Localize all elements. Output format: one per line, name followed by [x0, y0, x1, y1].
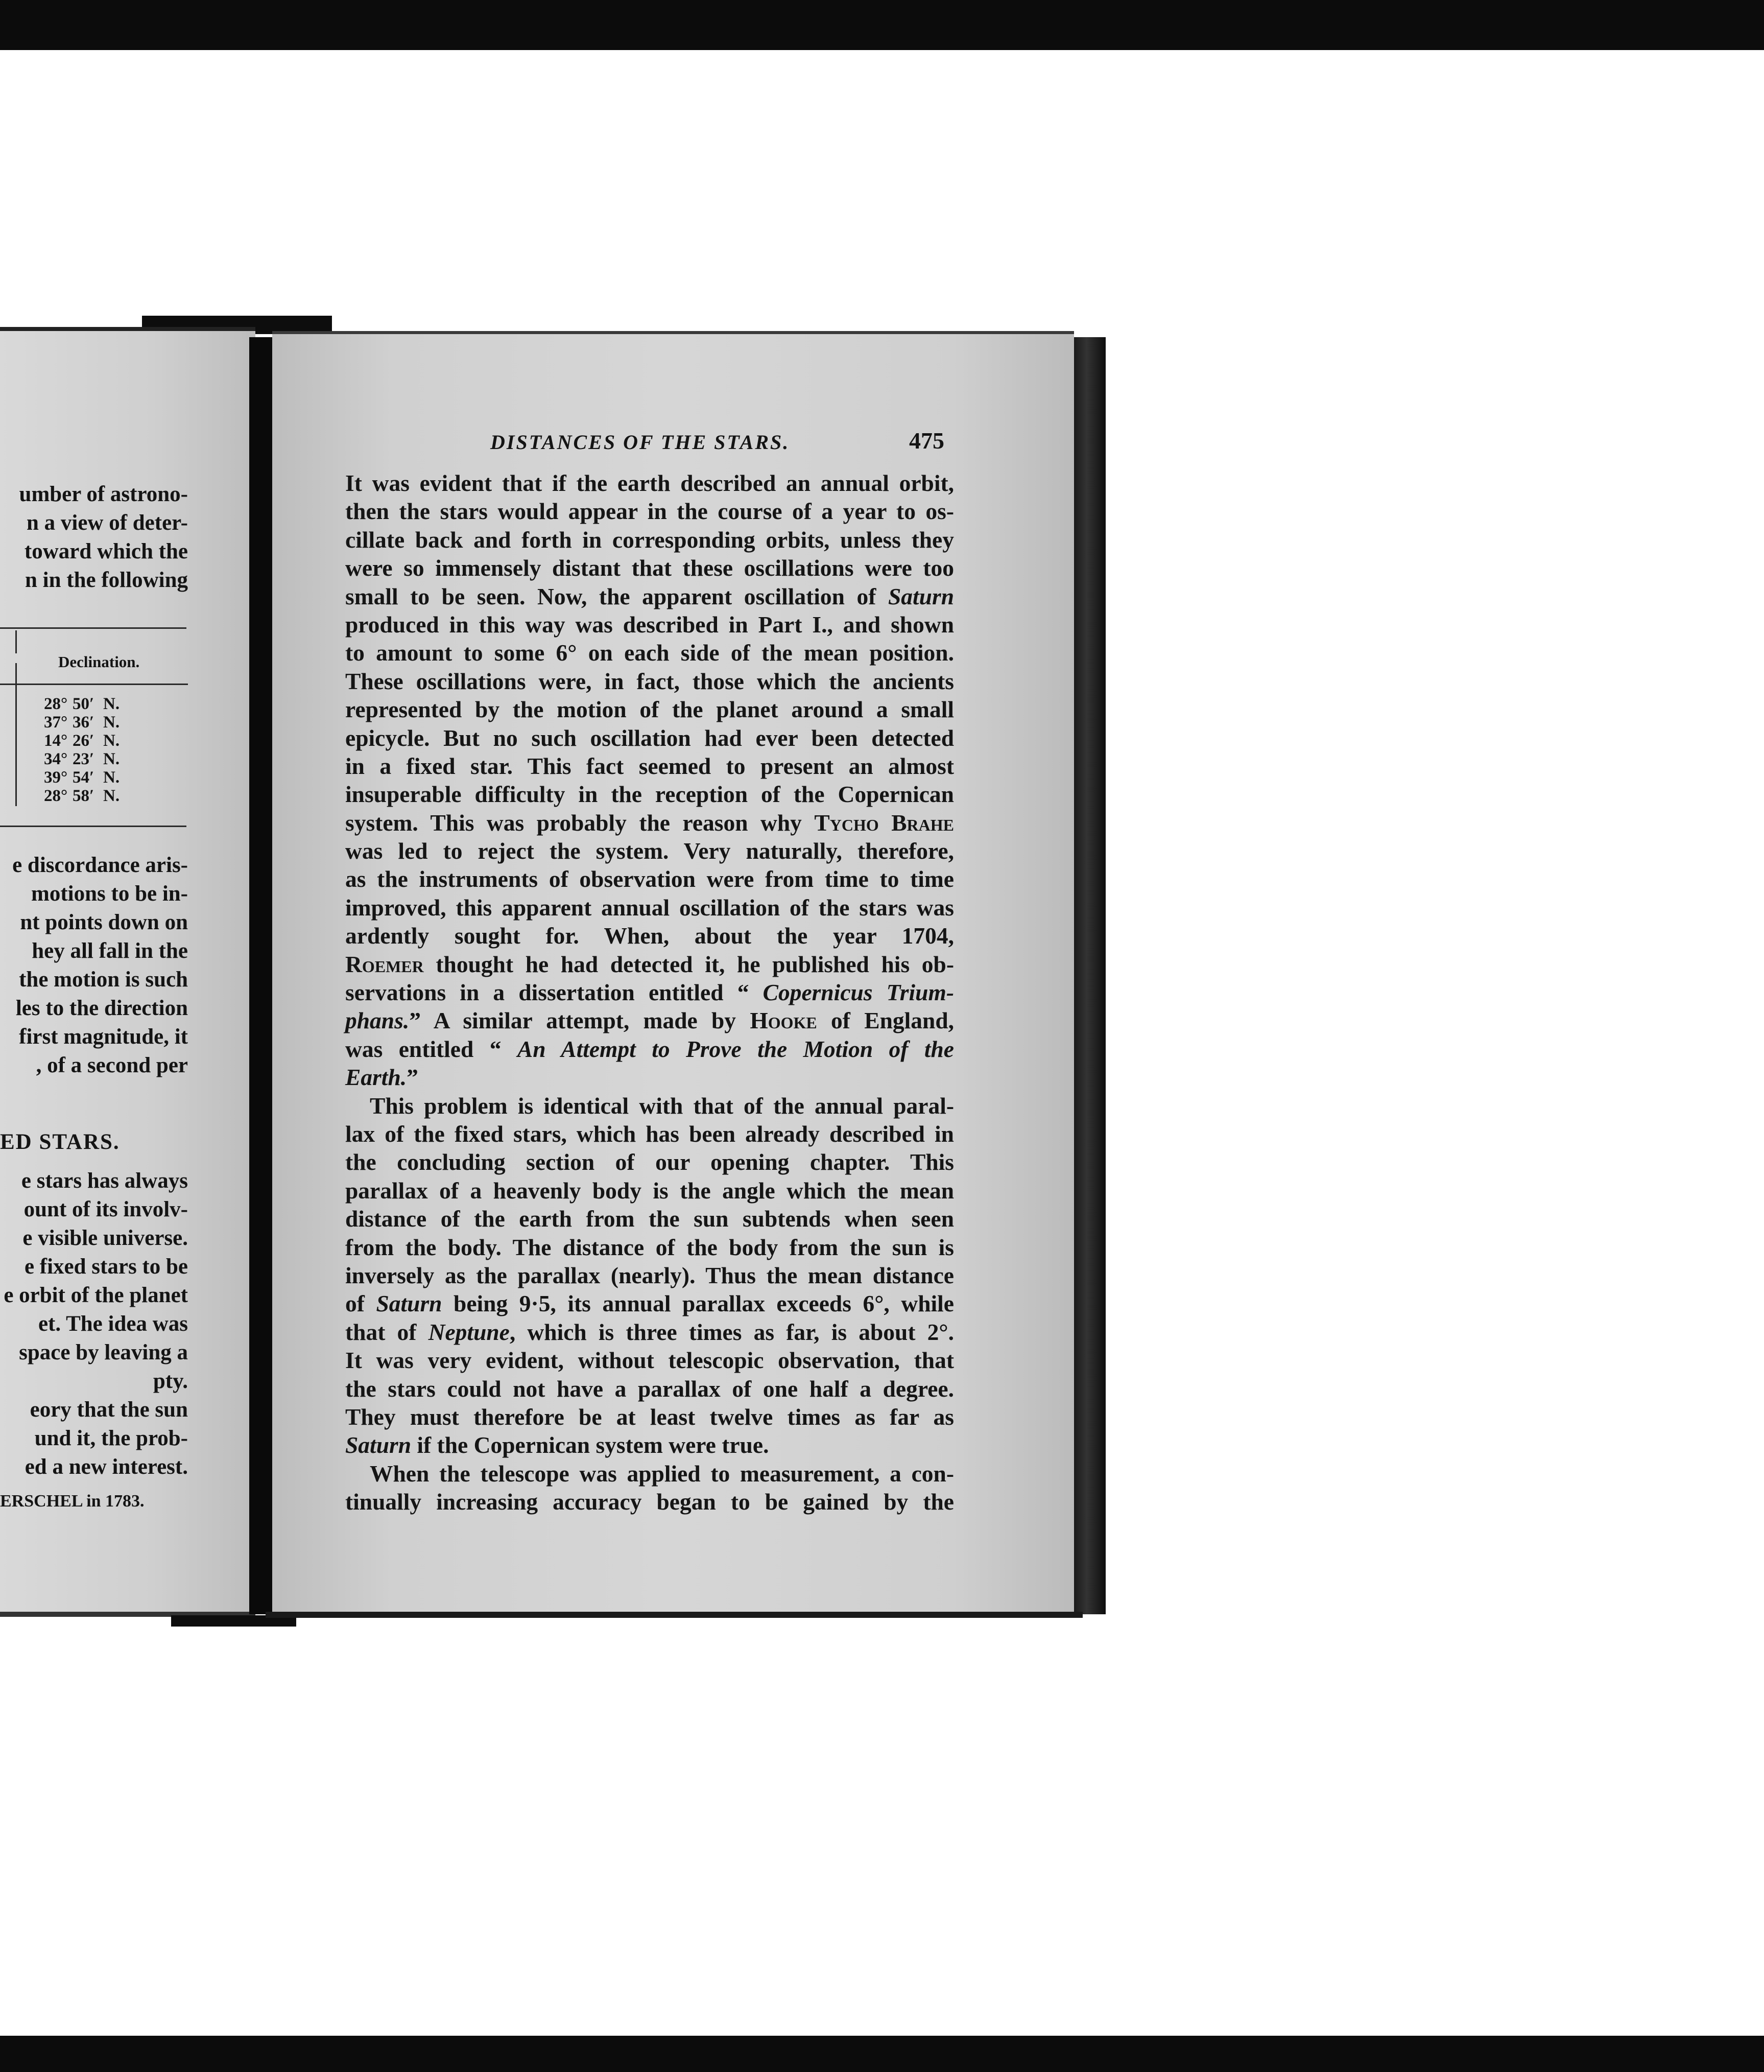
- italic-text: phans.: [345, 1007, 410, 1034]
- left-page-line: n a view of deter-: [26, 511, 188, 535]
- text-line: [345, 526, 954, 554]
- text-run: system. This was probably the reason why: [345, 809, 815, 836]
- page-number: 475: [909, 428, 944, 454]
- text-line: [345, 1120, 954, 1148]
- text-run: They must therefore be at least twelve times as far as: [345, 1403, 954, 1430]
- running-head: DISTANCES OF THE STARS.: [490, 431, 790, 454]
- declination-deg: 28°: [44, 787, 68, 805]
- table-header-declination: Declination.: [58, 653, 140, 671]
- text-line: [345, 780, 954, 808]
- text-run: lax of the fixed stars, which has been already described in: [345, 1120, 954, 1147]
- left-page-line: n in the following: [25, 568, 188, 592]
- left-page-line: und it, the prob-: [34, 1426, 188, 1450]
- text-run: ardently sought for. When, about the year 1704,: [345, 923, 954, 949]
- declination-min: 50′: [73, 695, 94, 713]
- text-run: of: [345, 1290, 376, 1317]
- text-line: [345, 1092, 954, 1120]
- text-line: [345, 950, 954, 978]
- text-run: When the telescope was applied to measurement, a con-: [370, 1460, 954, 1487]
- text-line: [345, 469, 954, 497]
- text-line: [345, 1148, 954, 1176]
- text-line: [345, 1431, 954, 1459]
- text-line: [345, 837, 954, 865]
- text-line: [345, 667, 954, 695]
- text-run: to amount to some 6° on each side of the mean position.: [345, 640, 954, 666]
- text-line: [345, 865, 954, 893]
- text-line: [345, 695, 954, 723]
- declination-deg: 14°: [44, 732, 68, 750]
- declination-row: [44, 713, 124, 732]
- text-line: [345, 1063, 954, 1091]
- declination-dir: N.: [103, 732, 120, 750]
- body-text: [345, 469, 954, 1516]
- text-run: tinually increasing accuracy began to be gained by the: [345, 1489, 954, 1515]
- scan-border-bottom: [0, 2036, 1764, 2072]
- italic-text: Neptune: [428, 1318, 510, 1345]
- left-page-line: e visible universe.: [22, 1226, 188, 1250]
- right-page-bottom-edge: [266, 1612, 1083, 1618]
- table-top-rule: [0, 627, 186, 629]
- text-run: improved, this apparent annual oscillation of the stars was: [345, 894, 954, 921]
- text-run: from the body. The distance of the body from the sun is: [345, 1234, 954, 1260]
- text-run: This problem is identical with that of the annual paral-: [370, 1092, 954, 1119]
- text-run: was entitled “: [345, 1035, 517, 1062]
- book-gutter: [249, 337, 272, 1614]
- text-line: [345, 610, 954, 639]
- text-run: in a fixed star. This fact seemed to present an almost: [345, 752, 954, 779]
- text-line: [345, 1346, 954, 1374]
- text-run: These oscillations were, in fact, those which the ancients: [345, 668, 954, 694]
- left-page-line: toward which the: [24, 539, 188, 563]
- declination-dir: N.: [103, 750, 120, 768]
- left-page-line: space by leaving a: [19, 1340, 188, 1364]
- left-page-line: hey all fall in the: [32, 939, 188, 963]
- text-run: as the instruments of observation were from time to time: [345, 866, 954, 892]
- text-run: thought he had detected it, he published his ob-: [423, 951, 954, 977]
- text-line: [345, 1459, 954, 1488]
- text-run: It was very evident, without telescopic observation, that: [345, 1347, 954, 1374]
- text-run: ” A similar attempt, made by: [409, 1007, 750, 1034]
- left-page-line: pty.: [153, 1369, 188, 1393]
- table-header-rule: [0, 684, 188, 685]
- small-caps-name: Tycho Brahe: [814, 809, 954, 836]
- small-caps-name: Roemer: [345, 951, 424, 977]
- left-page-line: motions to be in-: [31, 882, 188, 906]
- text-run: then the stars would appear in the course of a year to os-: [345, 498, 954, 525]
- declination-row: [44, 768, 124, 787]
- declination-deg: 37°: [44, 713, 68, 732]
- text-line: [345, 1261, 954, 1289]
- declination-dir: N.: [103, 787, 120, 805]
- text-run: of England,: [817, 1007, 954, 1034]
- text-run: ”: [407, 1064, 418, 1091]
- text-run: small to be seen. Now, the apparent oscillation of: [345, 583, 888, 609]
- text-run: were so immensely distant that these oscillations were too: [345, 555, 954, 581]
- text-line: [345, 1176, 954, 1205]
- text-run: inversely as the parallax (nearly). Thus the mean distance: [345, 1262, 954, 1288]
- declination-min: 23′: [73, 750, 94, 768]
- italic-text: Saturn: [345, 1432, 412, 1458]
- left-page-line: umber of astrono-: [19, 482, 188, 506]
- text-run: was led to reject the system. Very naturally, therefore,: [345, 838, 954, 864]
- declination-min: 58′: [73, 787, 94, 805]
- table-bottom-rule: [0, 826, 186, 827]
- declination-dir: N.: [103, 768, 120, 787]
- text-line: [345, 922, 954, 950]
- text-run: that of: [345, 1318, 428, 1345]
- left-page-line: the motion is such: [19, 968, 188, 992]
- left-page-line: eory that the sun: [30, 1398, 188, 1422]
- text-run: servations in a dissertation entitled “: [345, 979, 763, 1006]
- italic-text: Saturn: [888, 583, 954, 609]
- left-page-line: nt points down on: [20, 910, 188, 934]
- text-run: distance of the earth from the sun subtends when seen: [345, 1206, 954, 1232]
- declination-row: [44, 750, 124, 768]
- text-line: [345, 639, 954, 667]
- left-page-footnote: ERSCHEL in 1783.: [0, 1492, 145, 1511]
- left-page-line: first magnitude, it: [19, 1025, 188, 1049]
- text-line: [345, 978, 954, 1006]
- book-fore-edge: [1074, 337, 1106, 1614]
- text-run: represented by the motion of the planet around a small: [345, 696, 954, 723]
- text-line: [345, 1205, 954, 1233]
- text-line: [345, 1289, 954, 1317]
- declination-deg: 28°: [44, 695, 68, 713]
- text-run: insuperable difficulty in the reception of the Copernican: [345, 781, 954, 808]
- text-line: [345, 724, 954, 752]
- text-line: [345, 1006, 954, 1034]
- text-line: [345, 1035, 954, 1063]
- text-run: , which is three times as far, is about 2°.: [509, 1318, 955, 1345]
- text-line: [345, 582, 954, 610]
- left-page: [0, 331, 255, 1613]
- text-run: cillate back and forth in corresponding orbits, unless they: [345, 526, 954, 553]
- text-run: the concluding section of our opening chapter. This: [345, 1149, 954, 1175]
- declination-min: 54′: [73, 768, 94, 787]
- text-line: [345, 1318, 954, 1346]
- text-line: [345, 1375, 954, 1403]
- declination-min: 26′: [73, 732, 94, 750]
- italic-text: An Attempt to Prove the Motion of the: [517, 1035, 954, 1062]
- italic-text: Copernicus Trium-: [762, 979, 954, 1006]
- left-page-line: e fixed stars to be: [24, 1255, 188, 1279]
- text-run: epicycle. But no such oscillation had ever been detected: [345, 724, 954, 751]
- text-run: if the Copernican system were true.: [411, 1432, 769, 1458]
- italic-text: Saturn: [376, 1290, 442, 1317]
- scan-border-top: [0, 0, 1764, 50]
- text-line: [345, 497, 954, 525]
- left-page-section-heading: ED STARS.: [0, 1130, 120, 1154]
- text-run: parallax of a heavenly body is the angle which the mean: [345, 1177, 954, 1204]
- left-page-line: et. The idea was: [38, 1312, 188, 1336]
- italic-text: Earth.: [345, 1064, 407, 1091]
- text-line: [345, 1233, 954, 1261]
- left-page-line: e orbit of the planet: [4, 1283, 188, 1307]
- declination-dir: N.: [103, 695, 120, 713]
- text-run: being 9·5, its annual parallax exceeds 6°, while: [442, 1290, 955, 1317]
- text-line: [345, 893, 954, 922]
- text-line: [345, 1488, 954, 1516]
- declination-min: 36′: [73, 713, 94, 732]
- declination-deg: 39°: [44, 768, 68, 787]
- left-page-line: e stars has always: [21, 1169, 188, 1193]
- declination-row: [44, 732, 124, 750]
- left-page-line: ed a new interest.: [25, 1455, 188, 1479]
- declination-row: [44, 787, 124, 805]
- text-run: produced in this way was described in Part I., and shown: [345, 611, 954, 638]
- declination-deg: 34°: [44, 750, 68, 768]
- text-line: [345, 809, 954, 837]
- left-page-line: e discordance aris-: [12, 853, 188, 877]
- declination-row: [44, 695, 124, 713]
- left-page-line: les to the direction: [15, 996, 188, 1020]
- declination-dir: N.: [103, 713, 120, 732]
- small-caps-name: Hooke: [750, 1007, 817, 1034]
- text-run: the stars could not have a parallax of one half a degree.: [345, 1375, 954, 1402]
- table-column-divider: [15, 630, 17, 653]
- text-line: [345, 752, 954, 780]
- left-page-line: , of a second per: [36, 1053, 188, 1077]
- text-line: [345, 554, 954, 582]
- text-run: It was evident that if the earth described an annual orbit,: [345, 470, 954, 496]
- left-page-line: ount of its involv-: [23, 1197, 188, 1221]
- text-line: [345, 1403, 954, 1431]
